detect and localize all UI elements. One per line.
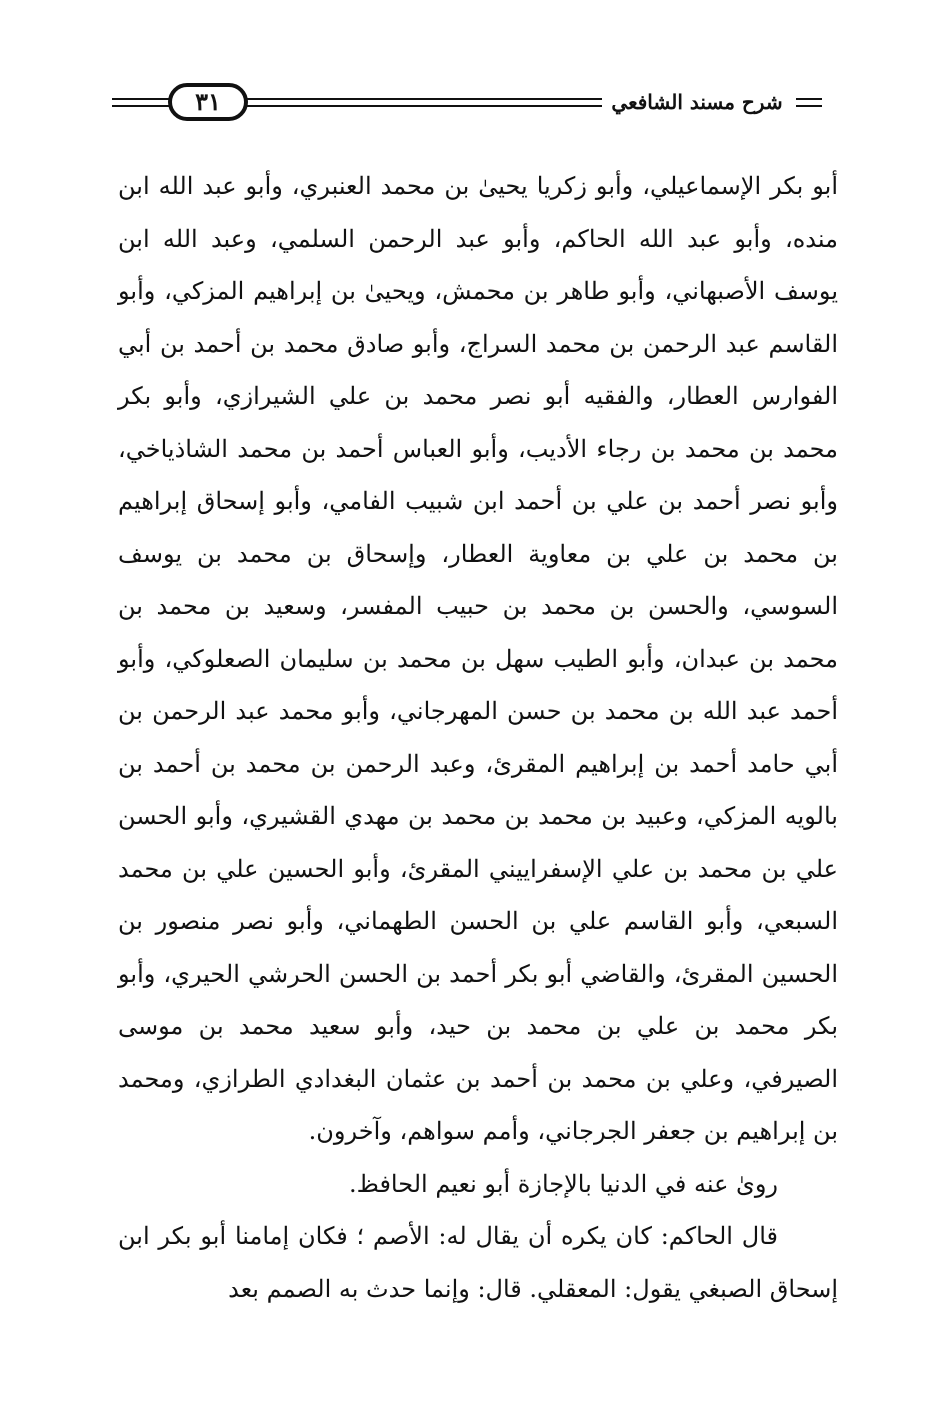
running-title: شرح مسند الشافعي — [602, 86, 792, 118]
page-number: ٣١ — [168, 83, 248, 121]
header-rule-right — [796, 98, 822, 107]
header-rule-left — [112, 98, 172, 107]
paragraph-narrators: أبو بكر الإسماعيلي، وأبو زكريا يحيىٰ بن محمد العنبري، وأبو عبد الله ابن منده، وأبو عبد الله الحاكم، وأبو عبد الرحمن السلمي، وعبد الله ابن يوسف الأصبهاني، وأبو طاهر بن محمش، ويحيىٰ بن إبراهيم المزكي، وأبو القاسم عبد الرحمن بن محمد السراج، وأبو صادق محمد بن أحمد بن أبي الفوارس العطار، والفقيه أبو نصر محمد بن علي الشيرازي، وأبو بكر محمد بن محمد بن رجاء الأديب، وأبو العباس أحمد بن محمد الشاذياخي، وأبو نصر أحمد بن علي بن أحمد ابن شبيب الفامي، وأبو إسحاق إبراهيم بن محمد بن علي بن معاوية العطار، وإسحاق بن محمد بن يوسف السوسي، والحسن بن محمد بن حبيب المفسر، وسعيد بن محمد بن محمد بن عبدان، وأبو الطيب سهل بن محمد بن سليمان الصعلوكي، وأبو أحمد عبد الله بن محمد بن حسن المهرجاني، وأبو محمد عبد الرحمن بن أبي حامد أحمد بن إبراهيم المقرئ، وعبد الرحمن بن محمد بن أحمد بن بالويه المزكي، وعبيد بن محمد بن محمد بن مهدي القشيري، وأبو الحسن علي بن محمد بن علي الإسفراييني المقرئ، وأبو الحسين علي بن محمد السبعي، وأبو القاسم علي بن الحسن الطهماني، وأبو نصر منصور بن الحسين المقرئ، والقاضي أبو بكر أحمد بن الحسن الحرشي الحيري، وأبو بكر محمد بن علي بن محمد بن حيد، وأبو سعيد محمد بن موسى الصيرفي، وعلي بن محمد بن أحمد بن عثمان البغدادي الطرازي، ومحمد بن إبراهيم بن جعفر الجرجاني، وأمم سواهم، وآخرون. — [118, 172, 838, 1145]
paragraph-ijaza: روىٰ عنه في الدنيا بالإجازة أبو نعيم الحافظ. — [349, 1169, 778, 1198]
page-header — [112, 78, 822, 138]
body-text — [118, 160, 838, 1315]
paragraph-hakim-quote: قال الحاكم: كان يكره أن يقال له: الأصم ؛ فكان إمامنا أبو بكر ابن إسحاق الصبغي يقول: المعقلي. قال: وإنما حدث به الصمم بعد — [118, 1222, 838, 1303]
